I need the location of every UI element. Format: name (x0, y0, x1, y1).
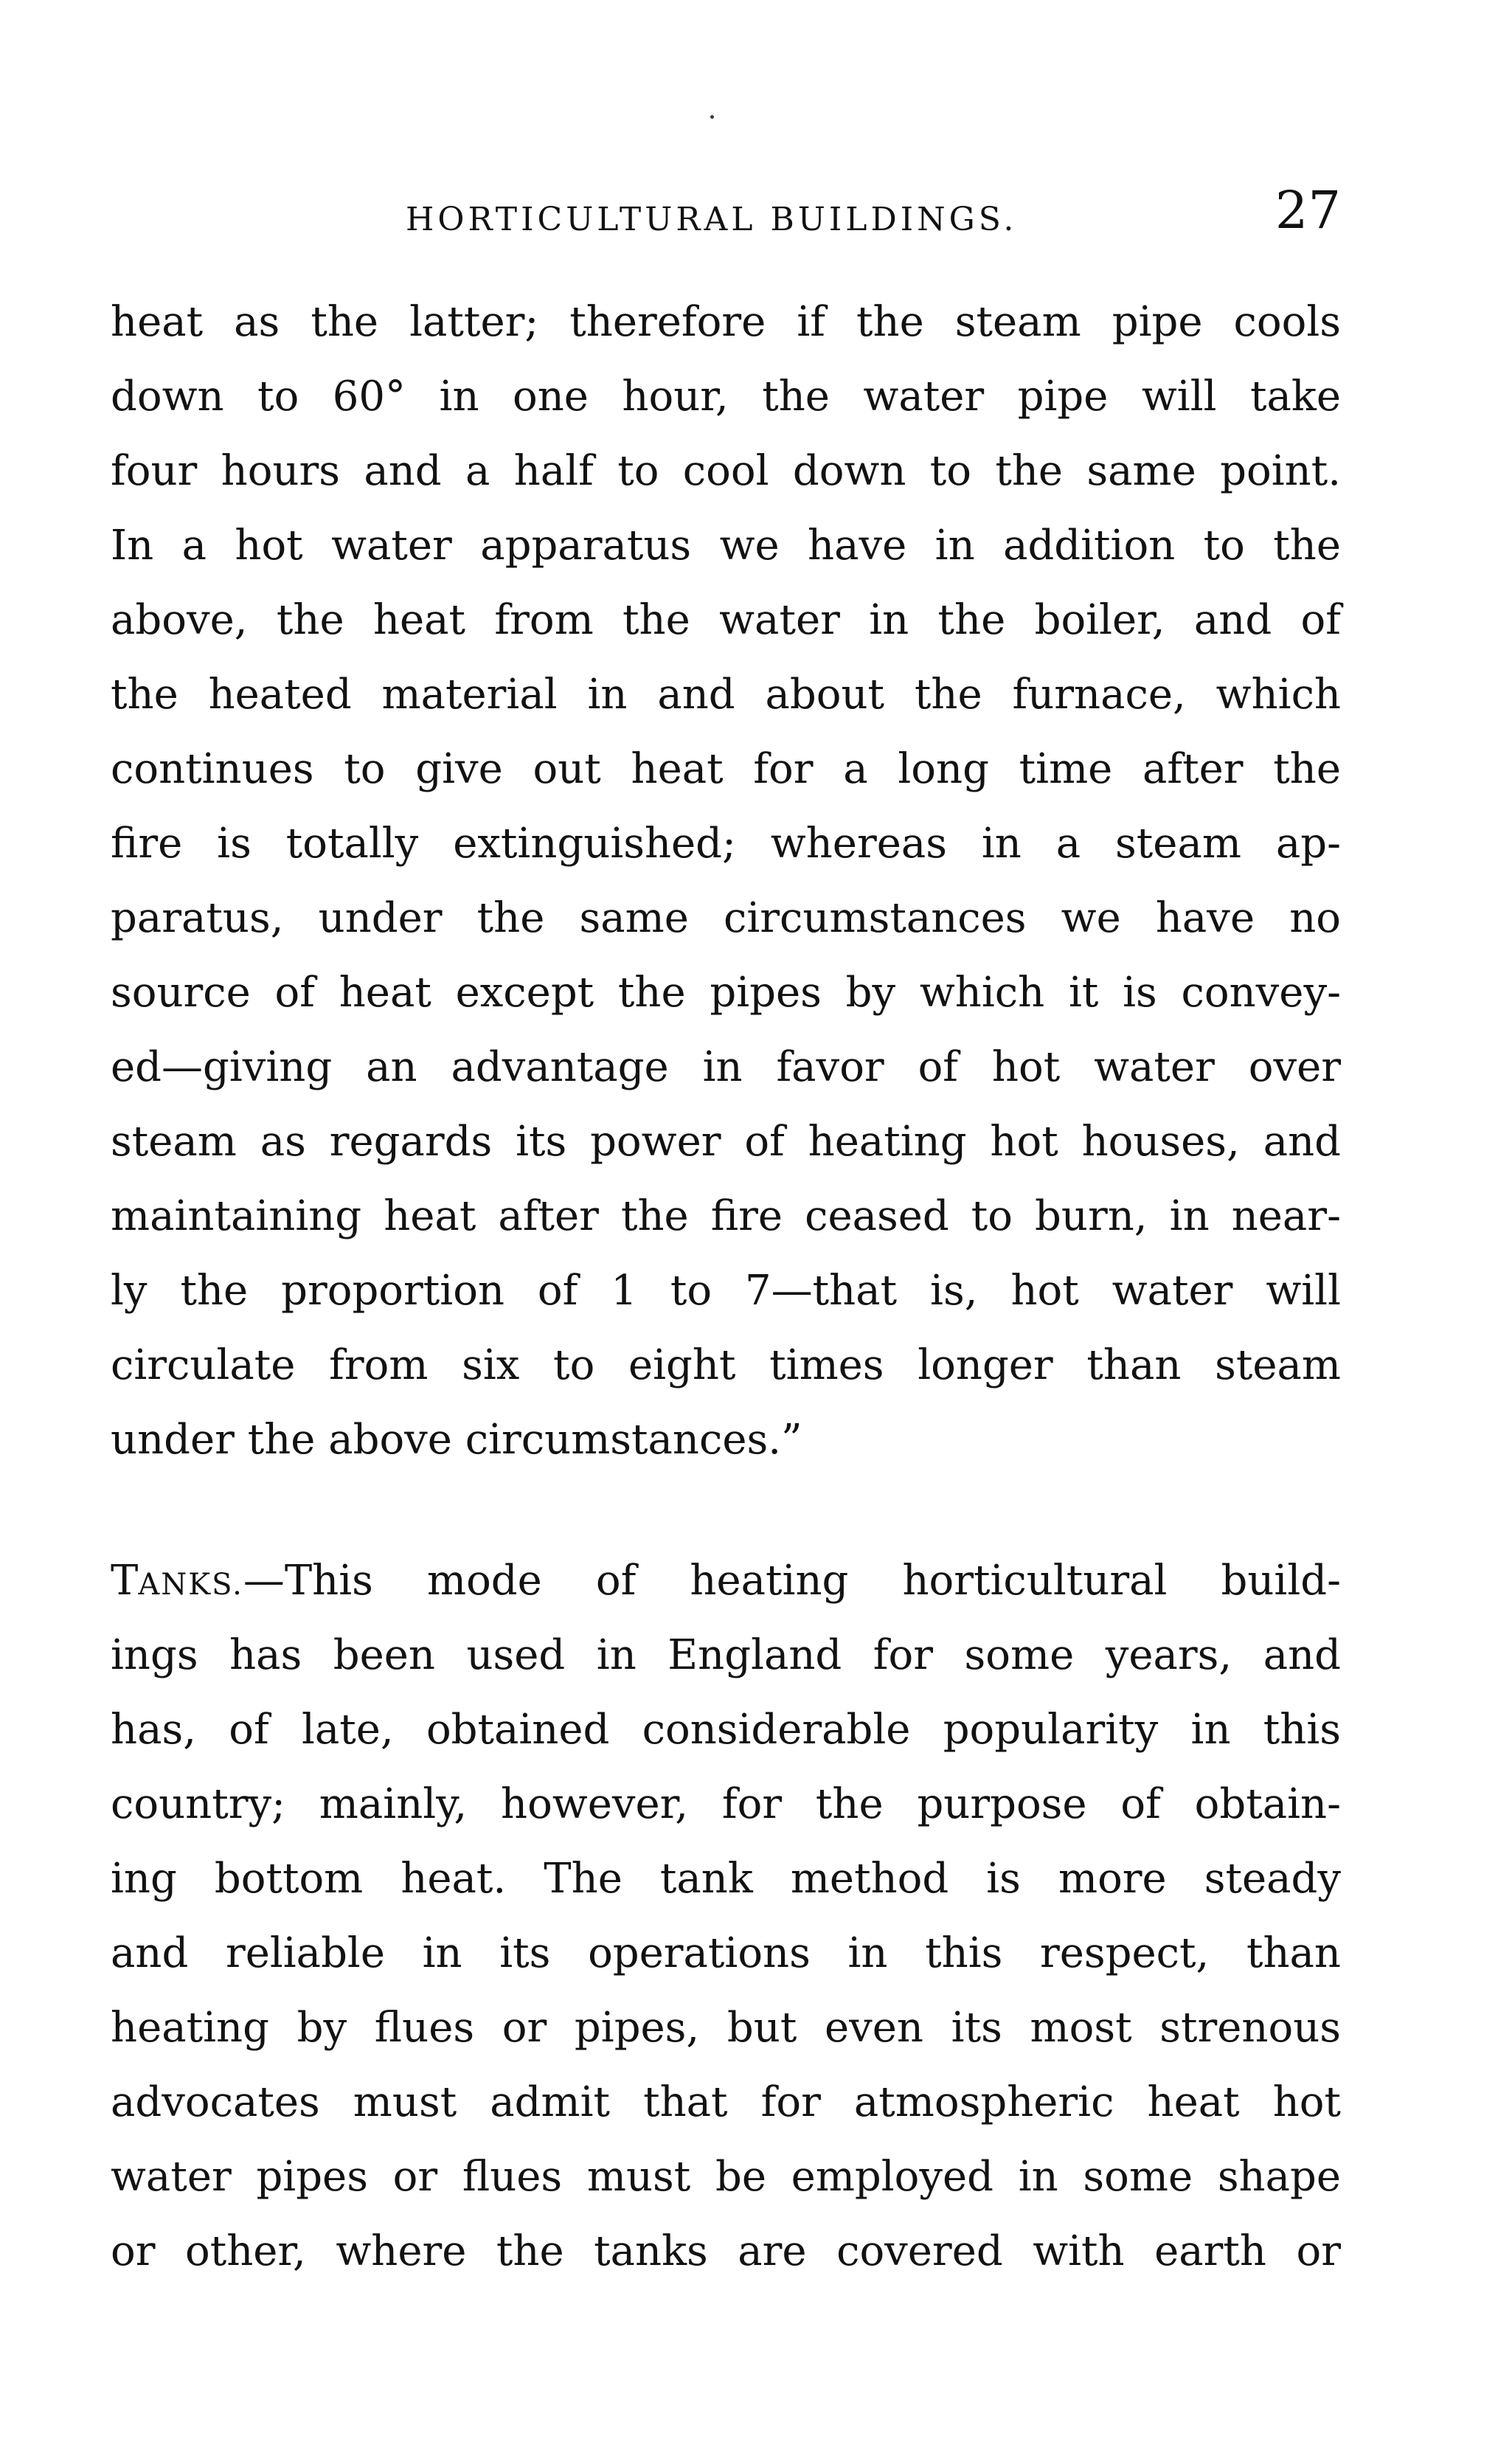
print-speck (710, 115, 714, 119)
page-body (111, 285, 1341, 2289)
text-line: circulate from six to eight times longer than steam (111, 1341, 1341, 1389)
text-line: continues to give out heat for a long time after the (111, 745, 1341, 793)
section-heading-text: —This mode of heating horticultural build- (243, 1557, 1341, 1605)
paragraph-heat-comparison (111, 285, 1341, 1477)
text-line: steam as regards its power of heating hot houses, and (111, 1118, 1341, 1166)
text-line: has, of late, obtained considerable popularity in this (111, 1706, 1341, 1754)
text-line: water pipes or flues must be employed in some shape (111, 2153, 1341, 2201)
text-line: ly the proportion of 1 to 7—that is, hot water will (111, 1267, 1341, 1315)
text-line-with-heading (111, 1543, 1341, 1618)
text-line: In a hot water apparatus we have in addition to the (111, 522, 1341, 570)
text-line: country; mainly, however, for the purpose of obtain- (111, 1780, 1341, 1828)
page-number: 27 (1275, 180, 1341, 241)
text-line: source of heat except the pipes by which it is convey- (111, 969, 1341, 1017)
text-line: paratus, under the same circumstances we have no (111, 894, 1341, 942)
text-line: ed—giving an advantage in favor of hot water over (111, 1043, 1341, 1091)
text-line: maintaining heat after the fire ceased to burn, in near- (111, 1192, 1341, 1240)
paragraph-gap (111, 1477, 1341, 1543)
text-line: fire is totally extinguished; whereas in a steam ap- (111, 820, 1341, 868)
text-line: above, the heat from the water in the boiler, and of (111, 596, 1341, 644)
text-line: the heated material in and about the furnace, which (111, 671, 1341, 719)
text-line: down to 60° in one hour, the water pipe will take (111, 373, 1341, 421)
text-line: ings has been used in England for some years, and (111, 1631, 1341, 1679)
section-heading-initial: T (111, 1557, 139, 1605)
text-line: heat as the latter; therefore if the steam pipe cools (111, 298, 1341, 346)
text-line: heating by flues or pipes, but even its most strenous (111, 2004, 1341, 2052)
running-title: HORTICULTURAL BUILDINGS. (406, 201, 1018, 238)
text-line: advocates must admit that for atmospheric heat hot (111, 2078, 1341, 2126)
text-line: and reliable in its operations in this respect, than (111, 1929, 1341, 1977)
text-line: ing bottom heat. The tank method is more steady (111, 1855, 1341, 1903)
text-line: four hours and a half to cool down to the same point. (111, 447, 1341, 495)
section-heading-rest: ANKS. (138, 1568, 243, 1602)
paragraph-tanks (111, 1543, 1341, 2289)
text-line: or other, where the tanks are covered with earth or (111, 2227, 1341, 2275)
running-head (111, 180, 1341, 251)
text-line: under the above circumstances.” (111, 1416, 802, 1464)
